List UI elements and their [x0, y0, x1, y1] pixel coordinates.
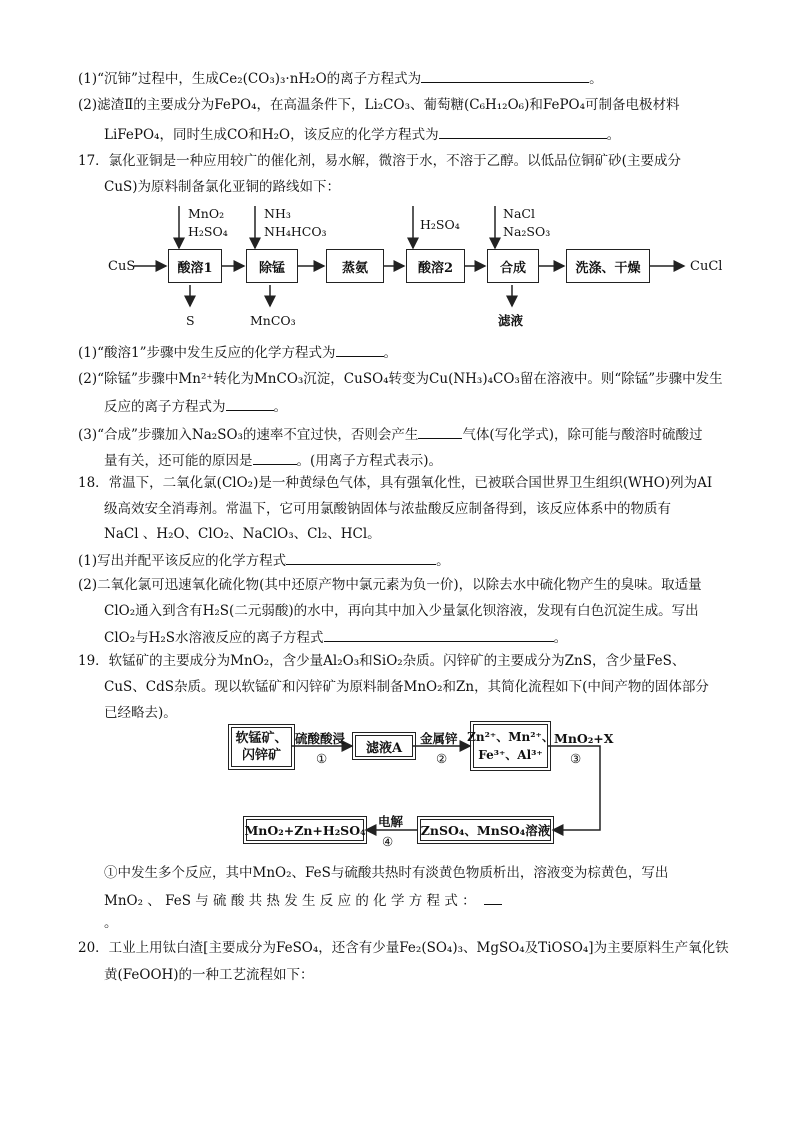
q18-stem-line2: 级高效安全消毒剂。常温下，它可用氯酸钠固体与浓盐酸反应制备得到，该反应体系中的物质有 — [104, 501, 671, 517]
flow19-raw-ore-1: 软锰矿、 — [235, 731, 288, 746]
flow17-box-acid-dissolve-1: 酸溶1 — [168, 249, 222, 283]
flow17-output-s: S — [186, 313, 195, 328]
q18-part2-line2: ClO₂通入到含有H₂S(二元弱酸)的水中，再向其中加入少量氯化钡溶液，发现有白色沉淀生成。写出 — [104, 603, 699, 619]
flow19-box-ions — [467, 724, 554, 768]
flow19-step1-number: ① — [316, 751, 328, 766]
answer-blank[interactable] — [484, 890, 502, 905]
q19-part1-line2 — [104, 890, 722, 910]
flow19-step2-label: 金属锌 — [420, 731, 458, 746]
q20-stem-line1: 20．工业上用钛白渣[主要成分为FeSO₄，还含有少量Fe₂(SO₄)₃、MgSO₄及TiOSO₄]为主要原料生产氧化铁 — [78, 940, 729, 956]
flow17-box-wash-dry: 洗涤、干燥 — [566, 249, 650, 283]
q17-part3b-text: 量有关，还可能的原因是 — [104, 453, 253, 469]
flow17-reagent-nh4hco3: NH₄HCO₃ — [264, 224, 327, 239]
line-end: 。 — [273, 399, 287, 415]
q16-part2-text: LiFePO₄，同时生成CO和H₂O，该反应的化学方程式为 — [104, 127, 439, 143]
line-end: 。 — [383, 345, 398, 361]
q19-stem-line3: 已经略去)。 — [104, 705, 177, 721]
flow19-box-raw-ores — [231, 727, 292, 767]
line-end: 。 — [606, 127, 621, 143]
q19-part1-text: MnO₂ 、 FeS 与 硫 酸 共 热 发 生 反 应 的 化 学 方 程 式 ： — [104, 893, 476, 909]
flow19-step1-label: 硫酸酸浸 — [295, 731, 346, 746]
flow17-reagent-nh3: NH₃ — [264, 206, 291, 221]
flow19-step3-label: MnO₂+X — [554, 731, 614, 746]
flow17-box-steam-ammonia: 蒸氨 — [326, 249, 384, 283]
flow17-reagent-nacl: NaCl — [503, 206, 535, 221]
q19-stem-line2: CuS、CdS杂质。现以软锰矿和闪锌矿为原料制备MnO₂和Zn，其简化流程如下(中间产物的固体部分 — [104, 679, 709, 695]
flow17-output-mnco3: MnCO₃ — [250, 313, 296, 328]
q16-part1-text: (1)“沉铈”过程中，生成Ce₂(CO₃)₃·nH₂O的离子方程式为 — [78, 71, 422, 87]
line-end: 。 — [553, 630, 568, 646]
flow17-reagent-na2so3: Na₂SO₃ — [503, 224, 551, 239]
flow19-ions-2: Fe³⁺、Al³⁺ — [478, 748, 543, 762]
q19-part1-line3: 。 — [104, 915, 118, 931]
flow17-input-cus: CuS — [108, 259, 136, 274]
flow17-box-remove-manganese: 除锰 — [246, 249, 298, 283]
flow19-box-products: MnO₂+Zn+H₂SO₄ — [246, 819, 364, 841]
flow17-output-cucl: CuCl — [690, 259, 723, 274]
flow17-box-acid-dissolve-2: 酸溶2 — [406, 249, 465, 283]
q16-part2-line1: (2)滤渣Ⅱ的主要成分为FePO₄，在高温条件下，Li₂CO₃、葡萄糖(C₆H₁₂O₆)和FePO₄可制备电极材料 — [78, 97, 680, 113]
q17-part2-text: 反应的离子方程式为 — [104, 399, 226, 415]
line-end: 。 — [589, 71, 603, 87]
q17-part1-text: (1)“酸溶1”步骤中发生反应的化学方程式为 — [78, 345, 336, 361]
q17-part3-text: (3)“合成”步骤加入Na₂SO₃的速率不宜过快，否则会产生 — [78, 427, 419, 443]
flow19-box-sulfate-solution: ZnSO₄、MnSO₄溶液 — [420, 819, 551, 841]
q17-stem-line1: 17．氯化亚铜是一种应用较广的催化剂，易水解，微溶于水，不溶于乙醇。以低品位铜矿砂(主要成分 — [78, 153, 681, 169]
q17-part2-line1: (2)“除锰”步骤中Mn²⁺转化为MnCO₃沉淀，CuSO₄转变为Cu(NH₃)₄CO₃留在溶液中。则“除锰”步骤中发生 — [78, 371, 723, 387]
flow17-reagent-h2so4-2: H₂SO₄ — [420, 217, 460, 232]
q18-part2-line1: (2)二氧化氯可迅速氧化硫化物(其中还原产物中氯元素为负一价)，以除去水中硫化物产生的臭味。取适量 — [78, 577, 702, 593]
q17-stem-line2: CuS)为原料制备氯化亚铜的路线如下： — [104, 179, 341, 195]
flow19-ions-1: Zn²⁺、Mn²⁺、 — [467, 730, 554, 744]
q20-stem-line2: 黄(FeOOH)的一种工艺流程如下： — [104, 967, 314, 983]
flow19-step4-number: ④ — [382, 834, 394, 849]
q18-stem-line3: NaCl 、H₂O、ClO₂、NaClO₃、Cl₂、HCl。 — [104, 526, 381, 542]
flow17-output-filtrate: 滤液 — [498, 313, 524, 328]
q19-part1-line1: ①中发生多个反应，其中MnO₂、FeS与硫酸共热时有淡黄色物质析出，溶液变为棕黄色，写出 — [104, 865, 669, 881]
flow19-raw-ore-2: 闪锌矿 — [241, 748, 281, 763]
flow19-step3-number: ③ — [570, 751, 582, 766]
q18-part1-text: (1)写出并配平该反应的化学方程式 — [78, 553, 287, 569]
flow19-box-filtrate-a: 滤液A — [355, 735, 413, 757]
flow17-reagent-h2so4: H₂SO₄ — [188, 224, 228, 239]
flow17-box-synthesis: 合成 — [487, 249, 539, 283]
flow17-reagent-mno2: MnO₂ — [188, 206, 225, 221]
flow19-step2-number: ② — [436, 751, 448, 766]
q17-part3-text-end: 气体(写化学式)，除可能与酸溶时硫酸过 — [462, 427, 703, 443]
q18-stem-line1: 18．常温下，二氧化氯(ClO₂)是一种黄绿色气体，具有强氧化性，已被联合国世界卫生组织(WHO)列为AI — [78, 475, 713, 491]
flow19-step4-label: 电解 — [378, 814, 404, 829]
q19-stem-line1: 19．软锰矿的主要成分为MnO₂，含少量Al₂O₃和SiO₂杂质。闪锌矿的主要成分为ZnS，含少量FeS、 — [78, 653, 686, 669]
line-end: 。(用离子方程式表示)。 — [296, 453, 443, 469]
line-end: 。 — [436, 553, 450, 569]
q18-part2-text: ClO₂与H₂S水溶液反应的离子方程式 — [104, 630, 324, 646]
